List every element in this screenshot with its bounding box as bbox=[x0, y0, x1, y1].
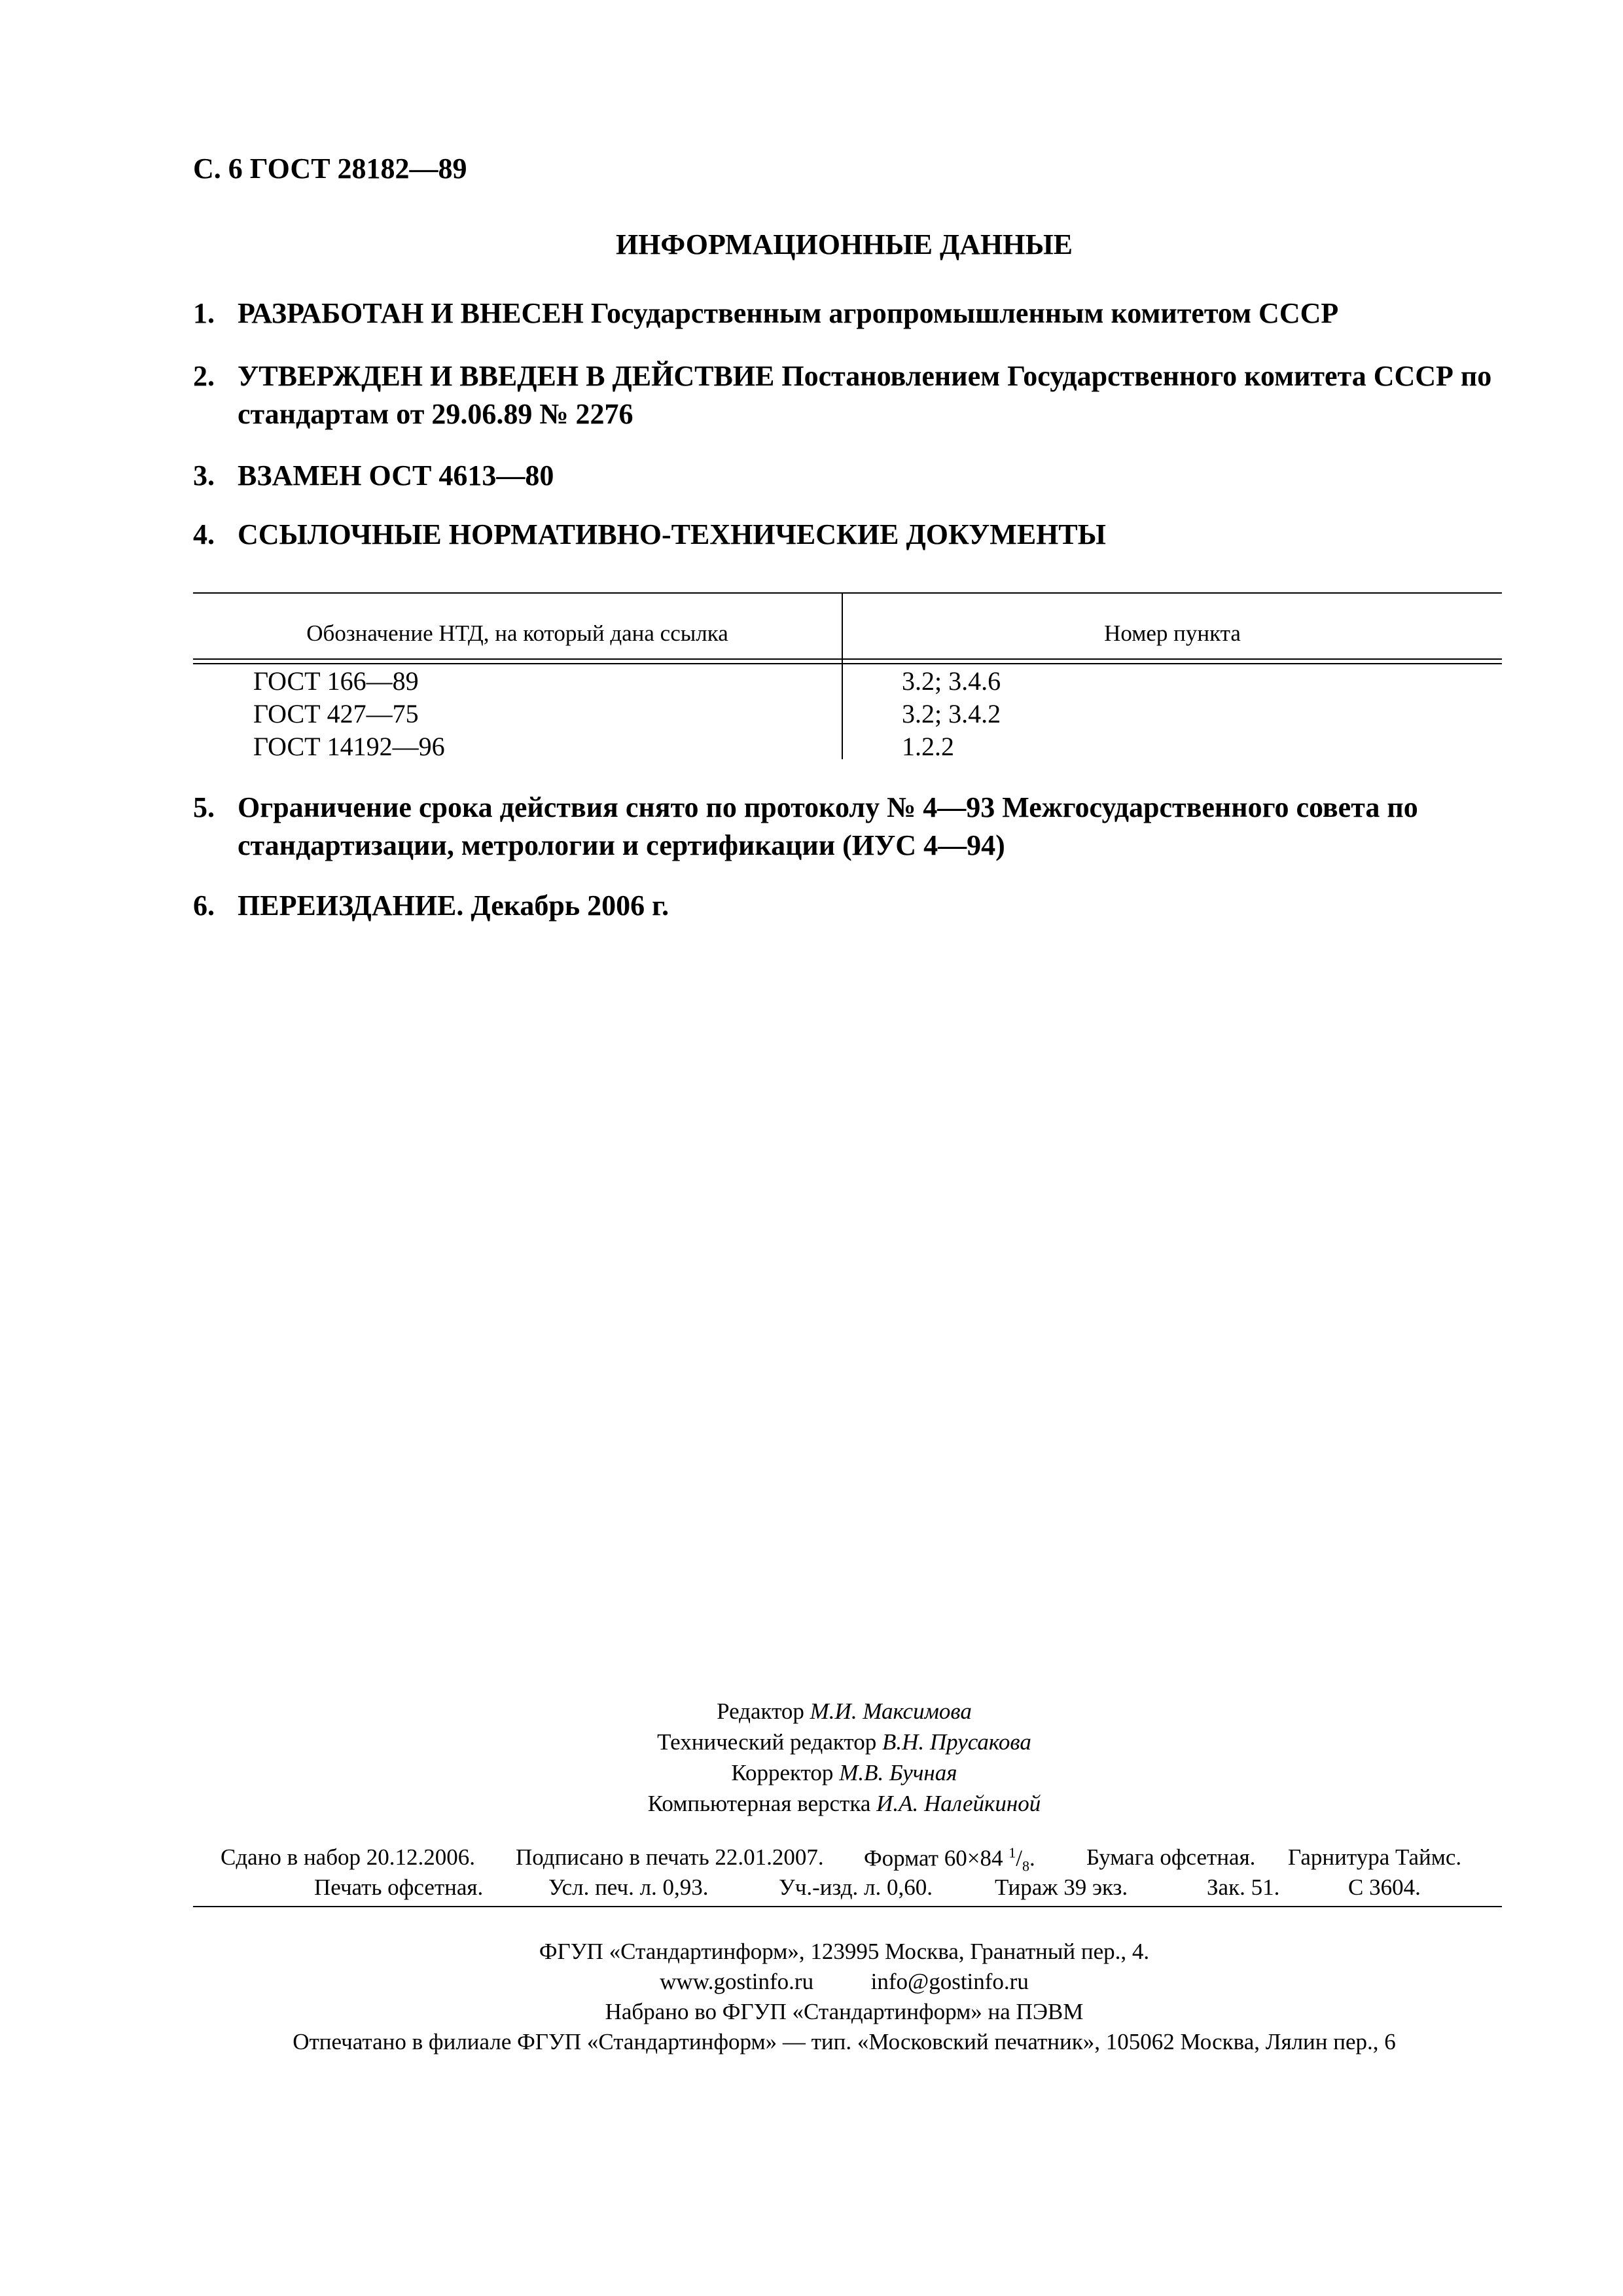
table-cell-point: 3.2; 3.4.2 bbox=[902, 699, 1001, 728]
item-number: 1. bbox=[193, 297, 215, 329]
credit-tech-editor bbox=[0, 1729, 1623, 1755]
item-text: РАЗРАБОТАН И ВНЕСЕН Государственным агропромышленным комитетом СССР bbox=[238, 297, 1339, 329]
credit-name: М.И. Максимова bbox=[810, 1698, 972, 1724]
pub-sent: Сдано в набор 20.12.2006. bbox=[221, 1844, 476, 1870]
credit-role: Корректор bbox=[731, 1760, 834, 1785]
credit-layout bbox=[0, 1791, 1623, 1817]
reference-table bbox=[193, 592, 1502, 762]
pub-c: С 3604. bbox=[1348, 1874, 1421, 1900]
footer-email-link[interactable]: info@gostinfo.ru bbox=[870, 1969, 1029, 1994]
item-number: 6. bbox=[193, 889, 215, 922]
pub-paper: Бумага офсетная. bbox=[1086, 1844, 1256, 1870]
item-text: ССЫЛОЧНЫЕ НОРМАТИВНО-ТЕХНИЧЕСКИЕ ДОКУМЕНТЫ bbox=[238, 518, 1106, 550]
table-rule bbox=[193, 663, 1502, 664]
table-column-divider bbox=[842, 592, 843, 759]
table-cell-point: 1.2.2 bbox=[902, 732, 954, 761]
table-rule bbox=[193, 592, 1502, 594]
pub-signed: Подписано в печать 22.01.2007. bbox=[516, 1844, 824, 1870]
credit-name: В.Н. Прусакова bbox=[882, 1729, 1031, 1755]
credit-role: Компьютерная верстка bbox=[647, 1791, 871, 1816]
pub-format: Формат 60×84 $^1/_8$. bbox=[864, 1844, 1035, 1874]
pub-print: Печать офсетная. bbox=[314, 1874, 484, 1900]
credit-editor bbox=[0, 1698, 1623, 1725]
table-header-ntd: Обозначение НТД, на который дана ссылка bbox=[306, 620, 728, 646]
page-header: С. 6 ГОСТ 28182—89 bbox=[193, 152, 467, 185]
item-text: Ограничение срока действия снято по протоколу № 4—93 Межгосударственного совета по стандартизации, метрологии и сертификации (ИУС 4—94) bbox=[238, 791, 1418, 861]
credit-name: М.В. Бучная bbox=[839, 1760, 957, 1785]
item-number: 5. bbox=[193, 791, 215, 823]
footer-rule bbox=[193, 1906, 1502, 1907]
pub-uch: Уч.-изд. л. 0,60. bbox=[779, 1874, 933, 1900]
credit-role: Редактор bbox=[717, 1698, 804, 1724]
item-number: 4. bbox=[193, 518, 215, 550]
table-cell-point: 3.2; 3.4.6 bbox=[902, 666, 1001, 696]
page-title: ИНФОРМАЦИОННЫЕ ДАННЫЕ bbox=[615, 228, 1073, 260]
footer-publisher: ФГУП «Стандартинформ», 123995 Москва, Гранатный пер., 4. bbox=[539, 1939, 1150, 1964]
pub-usl: Усл. печ. л. 0,93. bbox=[548, 1874, 709, 1900]
credit-corrector bbox=[0, 1760, 1623, 1786]
item-text: ПЕРЕИЗДАНИЕ. Декабрь 2006 г. bbox=[238, 889, 669, 922]
item-number: 3. bbox=[193, 459, 215, 492]
table-cell-ntd: ГОСТ 427—75 bbox=[253, 699, 419, 728]
credit-role: Технический редактор bbox=[657, 1729, 877, 1755]
table-rule bbox=[193, 658, 1502, 660]
pub-tirazh: Тираж 39 экз. bbox=[995, 1874, 1128, 1900]
table-header-point: Номер пункта bbox=[1104, 620, 1241, 646]
item-text: ВЗАМЕН ОСТ 4613—80 bbox=[238, 459, 554, 492]
credit-name: И.А. Налейкиной bbox=[876, 1791, 1041, 1816]
pub-font: Гарнитура Таймс. bbox=[1288, 1844, 1462, 1870]
table-cell-ntd: ГОСТ 14192—96 bbox=[253, 732, 445, 761]
footer-website-link[interactable]: www.gostinfo.ru bbox=[660, 1969, 814, 1994]
footer-contacts bbox=[0, 1969, 1623, 1995]
pub-zak: Зак. 51. bbox=[1207, 1874, 1280, 1900]
footer-typeset: Набрано во ФГУП «Стандартинформ» на ПЭВМ bbox=[605, 1999, 1084, 2024]
footer-printed: Отпечатано в филиале ФГУП «Стандартинформ» — тип. «Московский печатник», 105062 Москва, Лялин пер., 6 bbox=[293, 2029, 1396, 2054]
item-text: УТВЕРЖДЕН И ВВЕДЕН В ДЕЙСТВИЕ Постановлением Государственного комитета СССР по стандартам от 29.06.89 № 2276 bbox=[238, 360, 1492, 430]
item-number: 2. bbox=[193, 360, 215, 392]
table-cell-ntd: ГОСТ 166—89 bbox=[253, 666, 419, 696]
